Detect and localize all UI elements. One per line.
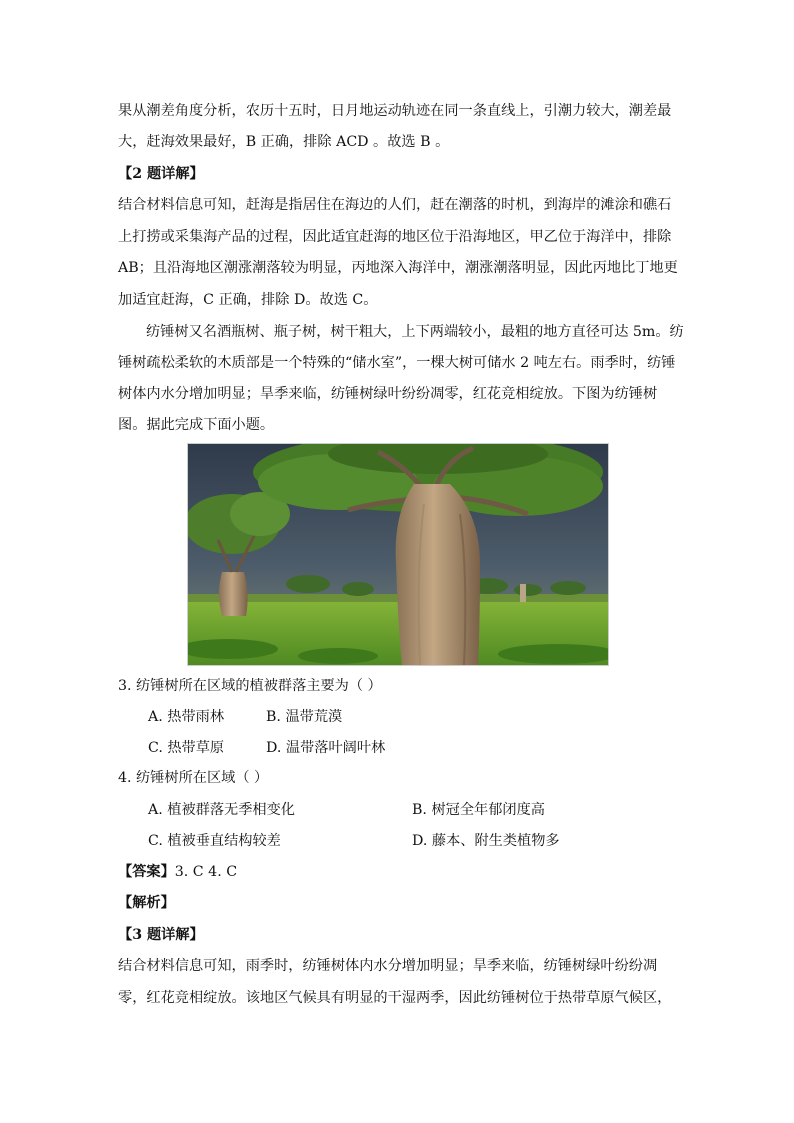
bottle-tree-illustration — [188, 444, 608, 665]
question-3-stem: 3. 纺锤树所在区域的植被群落主要为（ ） — [118, 678, 382, 694]
answer-text: 3. C 4. C — [174, 864, 238, 880]
paragraph-line: 加适宜赶海，C 正确，排除 D。故选 C。 — [118, 292, 378, 308]
answer-line — [118, 862, 237, 882]
question-4-option-b: B. 树冠全年郁闭度高 — [412, 802, 545, 818]
question-3-option-d: D. 温带落叶阔叶林 — [266, 740, 386, 756]
question-4-stem: 4. 纺锤树所在区域（ ） — [118, 770, 269, 786]
paragraph-line: 树体内水分增加明显；旱季来临，纺锤树绿叶纷纷凋零，红花竞相绽放。下图为纺锤树 — [118, 386, 658, 402]
question-3-option-a: A. 热带雨林 — [148, 709, 225, 725]
paragraph-line: 图。据此完成下面小题。 — [118, 417, 275, 433]
question-3-option-c: C. 热带草原 — [148, 740, 225, 756]
section-heading-q2: 【2 题详解】 — [118, 166, 204, 182]
question-4-option-c: C. 植被垂直结构较差 — [148, 833, 281, 849]
paragraph-line: 果从潮差角度分析，农历十五时，日月地运动轨迹在同一条直线上，引潮力较大，潮差最 — [118, 103, 672, 119]
paragraph-line: 纺锤树又名酒瓶树、瓶子树，树干粗大，上下两端较小，最粗的地方直径可达 5m。纺 — [146, 324, 684, 340]
paragraph-line: 零，红花竞相绽放。该地区气候具有明显的干湿两季，因此纺锤树位于热带草原气候区， — [118, 990, 672, 1006]
paragraph-line: 结合材料信息可知，赶海是指居住在海边的人们，赶在潮落的时机，到海岸的滩涂和礁石 — [118, 197, 672, 213]
paragraph-line: AB；且沿海地区潮涨潮落较为明显，丙地深入海洋中，潮涨潮落明显，因此丙地比丁地更 — [118, 260, 678, 276]
answer-label: 【答案】 — [118, 864, 175, 880]
section-heading-q3: 【3 题详解】 — [118, 927, 204, 943]
bottle-tree-photo — [187, 443, 609, 666]
paragraph-line: 结合材料信息可知，雨季时，纺锤树体内水分增加明显；旱季来临，纺锤树绿叶纷纷凋 — [118, 958, 658, 974]
paragraph-line: 锤树疏松柔软的木质部是一个特殊的“储水室”，一棵大树可储水 2 吨左右。雨季时，纺锤 — [118, 355, 676, 371]
question-3-option-b: B. 温带荒漠 — [266, 709, 343, 725]
analysis-heading: 【解析】 — [118, 895, 175, 911]
question-4-option-d: D. 藤本、附生类植物多 — [412, 833, 560, 849]
paragraph-line: 上打捞或采集海产品的过程，因此适宜赶海的地区位于沿海地区，甲乙位于海洋中，排除 — [118, 229, 672, 245]
question-4-option-a: A. 植被群落无季相变化 — [148, 802, 295, 818]
paragraph-line: 大，赶海效果最好，B 正确，排除 ACD 。故选 B 。 — [118, 134, 450, 150]
